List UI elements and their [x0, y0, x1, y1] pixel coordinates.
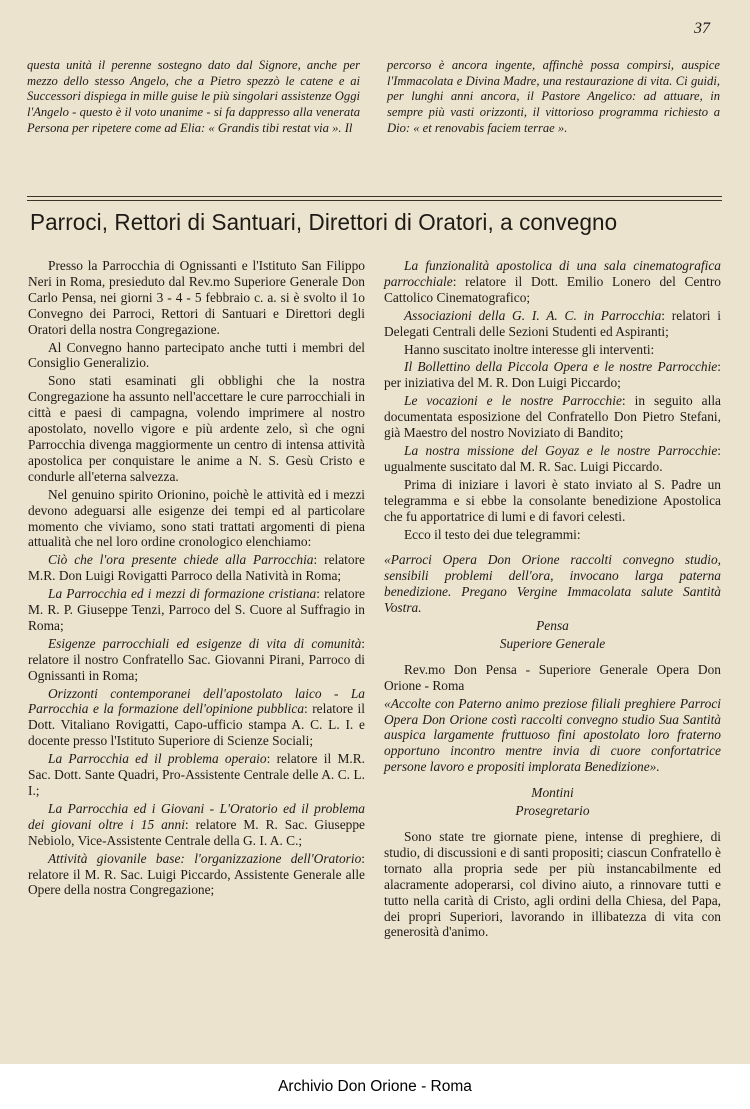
intervento-detail: : per iniziativa del M. R. Don Luigi Piccardo;: [384, 359, 721, 391]
intervento-item: [384, 443, 721, 475]
topic-detail: : relatore il Dott. Emilio Lonero del Centro Cattolico Cinematografico;: [384, 273, 721, 305]
topic-detail: : relatore il M. R. Sac. Luigi Piccardo, Assistente Generale alle Opere della nostra Congregazione;: [28, 850, 365, 898]
closing-paragraph: Sono state tre giornate piene, intense di preghiere, di studio, di discussioni e di santi propositi; ciascun Confratello è tornato alla propria sede per più instancabilmente ed alacramente adoperarsi, col divino aiuto, a rinnovare tutti e tutto nella carità di Cristo, agli ordini della Chiesa, del Papa, dei propri Superiori, lavorando in illibatezza di vita con generosità d'animo.: [384, 829, 721, 940]
article-column-left: [28, 258, 365, 942]
continued-text: [27, 58, 720, 137]
topic-item: [28, 586, 365, 634]
telegram-signature-role: Prosegretario: [515, 803, 590, 819]
topic-detail: : relatore il M.R. Sac. Dott. Sante Quadri, Pro-Assistente Centrale delle A. C. L. I.;: [28, 751, 365, 798]
archive-footer: Archivio Don Orione - Roma: [0, 1064, 750, 1109]
topic-detail: : relatore il nostro Confratello Sac. Giovanni Pirani, Parroco di Ognissanti in Roma;: [28, 635, 365, 683]
section-divider: [27, 196, 722, 197]
intervento-item: [384, 359, 721, 391]
article-headline: Parroci, Rettori di Santuari, Direttori di Oratori, a convegno: [30, 209, 618, 235]
telegram-text: «Accolte con Paterno animo preziose filiali preghiere Parroci Opera Don Orione costì raccolti convegno studio Sua Santità auspica largamente fruttuoso fini apostolato loro fraterno opportuno incontro mentre invia di cuore confortatrice persone lavoro e propositi implorata Benedizione».: [384, 695, 721, 775]
article-paragraph: Ecco il testo dei due telegrammi:: [404, 526, 581, 542]
topic-title: La Parrocchia ed i Giovani - L'Oratorio ed il problema dei giovani oltre i 15 anni: [28, 800, 365, 832]
intervento-detail: : ugualmente suscitato dal M. R. Sac. Luigi Piccardo.: [384, 442, 721, 474]
interventi-intro: Hanno suscitato inoltre interesse gli interventi:: [404, 341, 655, 357]
topic-item: [384, 258, 721, 306]
topic-item: [28, 636, 365, 684]
topic-title: La funzionalità apostolica di una sala cinematografica parrocchiale: [384, 258, 721, 289]
topic-detail: : relatore il Dott. Vitaliano Rovigatti, Capo-ufficio stampa A. C. L. I. e docente presso l'Istituto Superiore di Scienze Sociali;: [28, 701, 365, 749]
intervento-detail: : in seguito alla documentata esposizione del Confratello Don Pietro Stefani, già Maestro del nostro Noviziato di Bandito;: [384, 393, 721, 441]
article-paragraph: Prima di iniziare i lavori è stato inviato al S. Padre un telegramma e si ebbe la consolante benedizione Apostolica che fu apportatrice di lumi e di favori celesti.: [384, 476, 721, 524]
telegram-address: Rev.mo Don Pensa - Superiore Generale Opera Don Orione - Roma: [384, 661, 721, 693]
article-body: [28, 258, 721, 942]
topic-item: [384, 308, 721, 340]
topic-item: [28, 686, 365, 750]
article-column-right: [384, 258, 721, 942]
continued-text-right: [387, 58, 720, 137]
topic-item: [28, 751, 365, 799]
article-paragraph: Sono stati esaminati gli obblighi che la nostra Congregazione ha assunto nell'accettare le cure parrocchiali in città e paesi di campagna, volendo imprimere al nostro apostolato, novello vigore e più ardente zelo, sì che ogni Parrocchia divenga maggiormente un centro di intensa attività apostolica per conquistare le anime a N. S. Gesù Cristo e condurle all'eterna salvezza.: [28, 373, 365, 484]
article-paragraph: Al Convegno hanno partecipato anche tutti i membri del Consiglio Generalizio.: [28, 339, 365, 371]
topic-title: Associazioni della G. I. A. C. in Parrocchia: [404, 307, 662, 323]
topic-title: Attività giovanile base: l'organizzazione dell'Oratorio: [48, 850, 362, 866]
article-paragraph: Nel genuino spirito Orionino, poichè le attività ed i mezzi devono adeguarsi alle esigenze dei tempi ed al particolare momento che viviamo, sono stati trattati argomenti di piena attualità che nel loro ordine cronologico elenchiamo:: [28, 486, 365, 550]
topic-detail: : relatori i Delegati Centrali delle Sezioni Studenti ed Aspiranti;: [384, 307, 721, 339]
topic-detail: : relatore M.R. Don Luigi Rovigatti Parroco della Natività in Roma;: [28, 552, 365, 584]
telegram-signature: Pensa: [536, 618, 569, 634]
topic-title: Orizzonti contemporanei dell'apostolato laico - La Parrocchia e la formazione dell'opinione pubblica: [28, 685, 365, 717]
topic-item: [28, 552, 365, 584]
topic-title: La Parrocchia ed i mezzi di formazione cristiana: [48, 586, 317, 602]
topic-item: [28, 801, 365, 849]
topic-detail: : relatore M. R. P. Giuseppe Tenzi, Parroco del S. Cuore al Suffragio in Roma;: [28, 586, 365, 633]
topic-detail: : relatore M. R. Sac. Giuseppe Nebiolo, Vice-Assistente Centrale della G. I. A. C.;: [28, 816, 365, 848]
continued-text-left: [27, 58, 360, 137]
topic-title: La Parrocchia ed il problema operaio: [48, 751, 267, 767]
telegram-text: «Parroci Opera Don Orione raccolti convegno studio, sensibili problemi dell'ora, invocano larga paterna benedizione. Pregano Vergine Immacolata salute Santità Vostra.: [384, 552, 721, 616]
intervento-item: [384, 393, 721, 441]
page-number: 37: [694, 20, 710, 37]
intervento-title: Il Bollettino della Piccola Opera e le nostre Parrocchie: [404, 359, 718, 375]
topic-title: Ciò che l'ora presente chiede alla Parrocchia: [48, 552, 314, 568]
section-divider-thin: [27, 200, 722, 201]
article-intro: Presso la Parrocchia di Ognissanti e l'Istituto San Filippo Neri in Roma, presieduto dal Rev.mo Superiore Generale Don Carlo Pensa, nei giorni 3 - 4 - 5 febbraio c. a. si è svolto il 1o Convegno dei Parroci, Rettori di Santuari e Direttori degli Oratori della nostra Congregazione.: [28, 258, 365, 337]
topic-title: Esigenze parrocchiali ed esigenze di vita di comunità: [48, 635, 362, 651]
intervento-title: La nostra missione del Goyaz e le nostre Parrocchie: [404, 442, 718, 458]
continued-paragraph-right: percorso è ancora ingente, affinchè possa compirsi, auspice l'Immacolata e Divina Madre, una restaurazione di vita. Ci guidi, per lunghi anni ancora, il Pastore Angelico: ad attuare, in sempre più vasti orizzonti, il vittorioso programma richiesto a Dio: « et renovabis faciem terrae ».: [387, 58, 720, 135]
telegram-signature-role: Superiore Generale: [499, 635, 606, 651]
telegram-signature: Montini: [531, 785, 574, 801]
intervento-title: Le vocazioni e le nostre Parrocchie: [404, 393, 622, 409]
topic-item: [28, 851, 365, 899]
continued-paragraph-left: questa unità il perenne sostegno dato dal Signore, anche per mezzo dello stesso Angelo, che a Pietro spezzò le catene e ai Successori dispiega in mille guise le più singolari assistenze Oggi l'Angelo - questo è il voto unanime - si fa dappresso alla venerata Persona per ripetere come ad Elia: « Grandis tibi restat via ». Il: [27, 58, 360, 135]
